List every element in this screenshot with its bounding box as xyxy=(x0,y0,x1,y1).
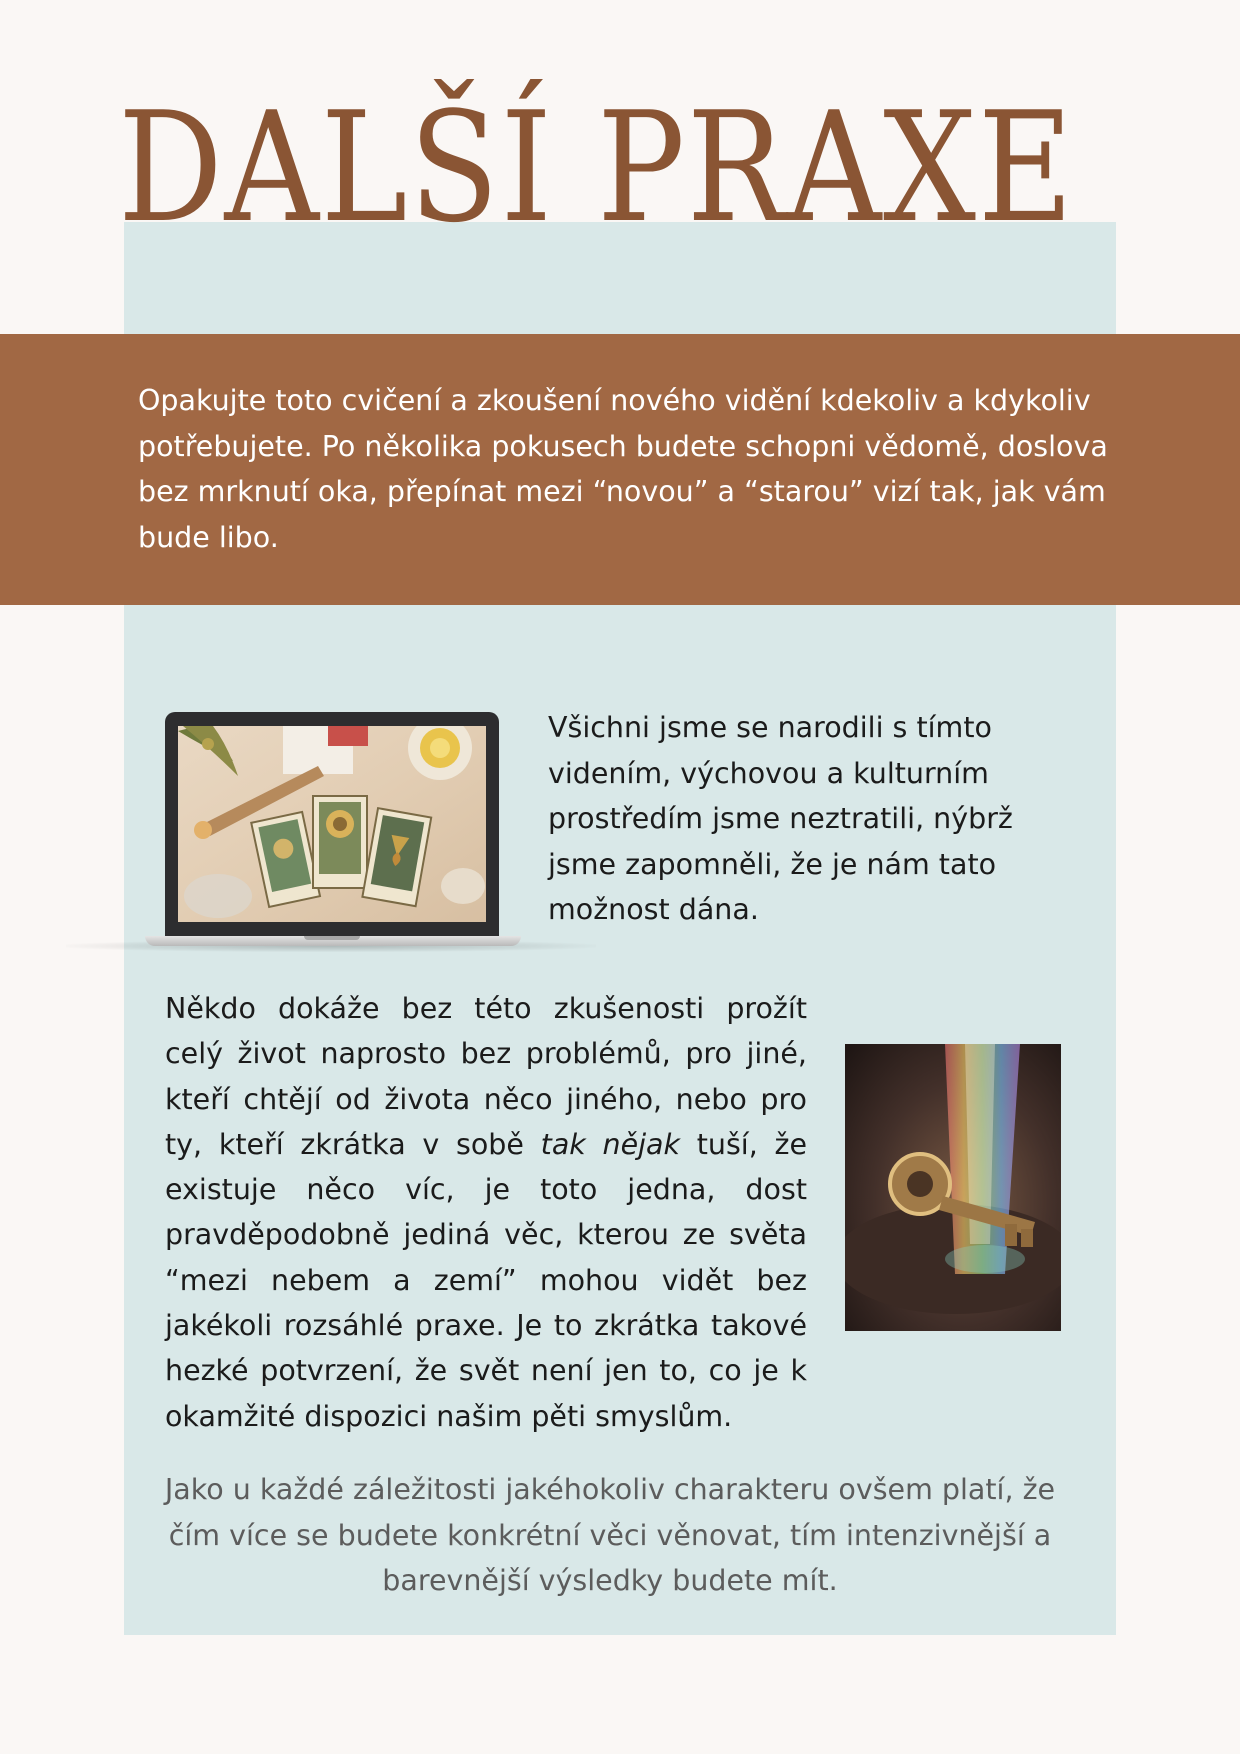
tarot-cards-photo xyxy=(178,726,486,922)
laptop-notch xyxy=(304,936,360,940)
paragraph-experience xyxy=(165,986,807,1439)
paragraph-birth-vision: Všichni jsme se narodili s tímto videním, výchovou a kulturním prostředím jsme neztratili, nýbrž jsme zapomněli, že je nám tato možnost dána. xyxy=(548,711,1013,926)
closing-paragraph: Jako u každé záležitosti jakéhokoliv charakteru ovšem platí, že čím více se budete konkrétní věci věnovat, tím intenzivnější a barevnější výsledky budete mít. xyxy=(164,1473,1056,1597)
paragraph-experience-end: tuší, že existuje něco víc, je toto jedna, dost pravděpodobně jediná věc, kterou ze světa “mezi nebem a zemí” mohou vidět bez jakékoli rozsáhlé praxe. Je to zkrátka takové hezké potvrzení, že svět není jen to, co je k okamžité dispozici našim pěti smyslům. xyxy=(165,1127,808,1433)
paragraph-experience-start: Někdo dokáže bez této zkušenosti prožít celý život naprosto bez problémů, pro jiné, kteří chtějí od života něco jiného, nebo pro ty, kteří zkrátka v sobě xyxy=(165,992,807,1161)
paragraph-experience-emphasis: tak nějak xyxy=(540,1127,680,1161)
page-title: DALŠÍ PRAXE xyxy=(118,79,1075,256)
key-rainbow-photo xyxy=(845,1044,1061,1331)
intro-text: Opakujte toto cvičení a zkoušení nového vidění kdekoliv a kdykoliv potřebujete. Po několika pokusech budete schopni vědomě, doslova bez mrknutí oka, přepínat mezi “novou” a “starou” vizí tak, jak vám bude libo. xyxy=(138,384,1108,554)
